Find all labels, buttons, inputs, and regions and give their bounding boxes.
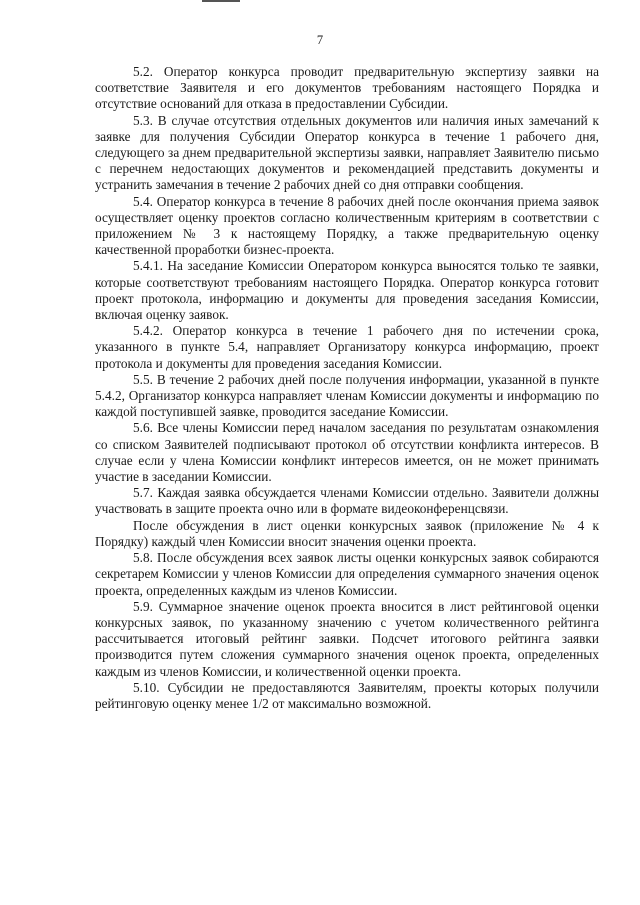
paragraph-5-9: 5.9. Суммарное значение оценок проекта вносится в лист рейтинговой оценки конкурсных заявок, по указанному значению с учетом количественного рейтинга рассчитывается итоговый рейтинг заявки. Подсчет итогового рейтинга заявки производится путем сложения суммарного значения оценок проекта, определенных каждым из членов Комиссии, и количественной оценки проекта. [95, 598, 599, 679]
paragraph-5-5: 5.5. В течение 2 рабочих дней после получения информации, указанной в пункте 5.4.2, Организатор конкурса направляет членам Комиссии документы и информацию по каждой поступившей заявке, проводится заседание Комиссии. [95, 371, 599, 420]
document-body [95, 64, 599, 712]
paragraph-5-4-2: 5.4.2. Оператор конкурса в течение 1 рабочего дня по истечении срока, указанного в пункте 5.4, направляет Организатору конкурса информацию, проект протокола и документы для проведения заседания Комиссии. [95, 323, 599, 371]
paragraph-5-4: 5.4. Оператор конкурса в течение 8 рабочих дней после окончания приема заявок осуществляет оценку проектов согласно количественным критериям в соответствии с приложением № 3 к настоящему Порядку, а также предварительную оценку качественной проработки бизнес-проекта. [95, 193, 599, 258]
paragraph-5-7-continued: После обсуждения в лист оценки конкурсных заявок (приложение № 4 к Порядку) каждый член Комиссии вносит значения оценки проекта. [95, 517, 599, 549]
paragraph-5-7: 5.7. Каждая заявка обсуждается членами Комиссии отдельно. Заявители должны участвовать в защите проекта очно или в формате видеоконференцсвязи. [95, 485, 599, 517]
paragraph-5-3: 5.3. В случае отсутствия отдельных документов или наличия иных замечаний к заявке для получения Субсидии Оператор конкурса в течение 1 рабочего дня, следующего за днем предварительной экспертизы заявки, направляет Заявителю письмо с перечнем недостающих документов и рекомендацией представить документы и устранить замечания в течение 2 рабочих дней со дня отправки сообщения. [95, 112, 599, 193]
paragraph-5-10: 5.10. Субсидии не предоставляются Заявителям, проекты которых получили рейтинговую оценку менее 1/2 от максимально возможной. [95, 679, 599, 711]
paragraph-5-4-1: 5.4.1. На заседание Комиссии Оператором конкурса выносятся только те заявки, которые соответствуют требованиям настоящего Порядка. Оператор конкурса готовит проект протокола, информацию и документы для проведения заседания Комиссии, включая оценку заявок. [95, 258, 599, 323]
page-number: 7 [316, 33, 324, 47]
paragraph-5-6: 5.6. Все члены Комиссии перед началом заседания по результатам ознакомления со списком Заявителей подписывают протокол об отсутствии конфликта интересов. В случае если у члена Комиссии конфликт интересов имеется, он не может принимать участие в заседании Комиссии. [95, 420, 599, 485]
paragraph-5-2: 5.2. Оператор конкурса проводит предварительную экспертизу заявки на соответствие Заявителя и его документов требованиям настоящего Порядка и отсутствие оснований для отказа в предоставлении Субсидии. [95, 64, 599, 112]
paragraph-5-8: 5.8. После обсуждения всех заявок листы оценки конкурсных заявок собираются секретарем Комиссии у членов Комиссии для определения суммарного значения оценок проекта, определенных каждым из членов Комиссии. [95, 550, 599, 598]
top-edge-mark [202, 0, 240, 2]
